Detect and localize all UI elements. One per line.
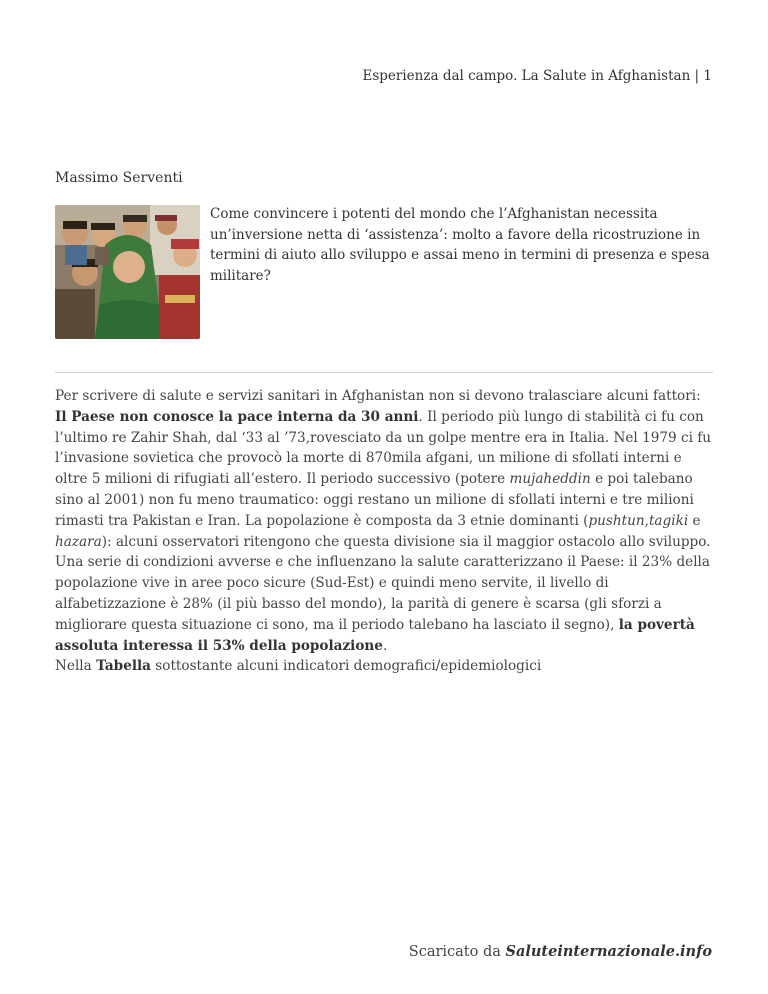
footer-credit (409, 943, 712, 960)
footer-site-link[interactable]: Saluteinternazionale.info (505, 943, 712, 960)
article-photo (55, 205, 200, 339)
paragraph-1: Per scrivere di salute e servizi sanitari in Afghanistan non si devono tralasciare alcuni fattori: (55, 388, 701, 404)
paragraph-2-bold: Il Paese non conosce la pace interna da 30 anni (55, 408, 419, 425)
paragraph-3 (55, 552, 715, 656)
divider (55, 372, 713, 373)
paragraph-2-comma: , (644, 512, 649, 529)
running-header: Esperienza dal campo. La Salute in Afghanistan | 1 (362, 68, 712, 84)
paragraph-2-text-a: . Il periodo più lungo di stabilità ci fu con l’ultimo re Zahir Shah, dal ‘33 al ’73,rovesciato da un golpe mentre era in Italia. Nel 1979 ci fu l’invasione sovietica che provocò la morte di 870mila afgani, un milione di sfollati interni e oltre 5 milioni di rifugiati all’estero. Il periodo successivo (potere (55, 408, 712, 488)
term-hazara: hazara (55, 533, 102, 550)
paragraph-2-text-e: ): alcuni osservatori ritengono che questa divisione sia il maggior ostacolo allo sviluppo. (101, 533, 711, 550)
paragraph-3-text: Una serie di condizioni avverse e che influenzano la salute caratterizzano il Paese: il 23% della popolazione vive in aree poco sicure (Sud-Est) e quindi meno servite, il livello di alfabetizzazione è 28% (il più basso del mondo), la parità di genere è scarsa (gli sforzi a migliorare questa situazione ci sono, ma il periodo talebano ha lasciato il segno), (55, 554, 710, 633)
paragraph-2-text-b: e poi talebano sino al 2001) non fu meno traumatico: oggi restano un milione di sfollati interni e tre milioni rimasti tra Pakistan e Iran. La popolazione è composta da 3 etnie dominanti ( (55, 471, 694, 529)
paragraph-3-end: . (382, 637, 388, 654)
photo-children-afghanistan-icon (55, 205, 200, 339)
term-pushtun: pushtun (588, 512, 645, 529)
paragraph-4-text-b: sottostante alcuni indicatori demografici/epidemiologici (150, 658, 542, 675)
paragraph-4 (55, 656, 715, 677)
author-name: Massimo Serventi (55, 170, 183, 186)
term-tagiki: tagiki (648, 512, 689, 529)
paragraph-2 (55, 407, 715, 553)
footer-prefix: Scaricato da (408, 944, 506, 960)
term-mujaheddin: mujaheddin (509, 471, 591, 488)
article-body (55, 386, 715, 677)
intro-text: Come convincere i potenti del mondo che l’Afghanistan necessita un’inversione netta di ‘assistenza’: molto a favore della ricostruzione in termini di aiuto allo sviluppo e assai meno in termini di presenza e spesa militare? (210, 206, 710, 284)
paragraph-2-and: e (688, 512, 701, 529)
paragraph-3-bold: la povertà assoluta interessa il 53% della popolazione (55, 616, 695, 654)
paragraph-4-text-a: Nella (55, 658, 97, 675)
paragraph-4-bold: Tabella (96, 658, 151, 675)
